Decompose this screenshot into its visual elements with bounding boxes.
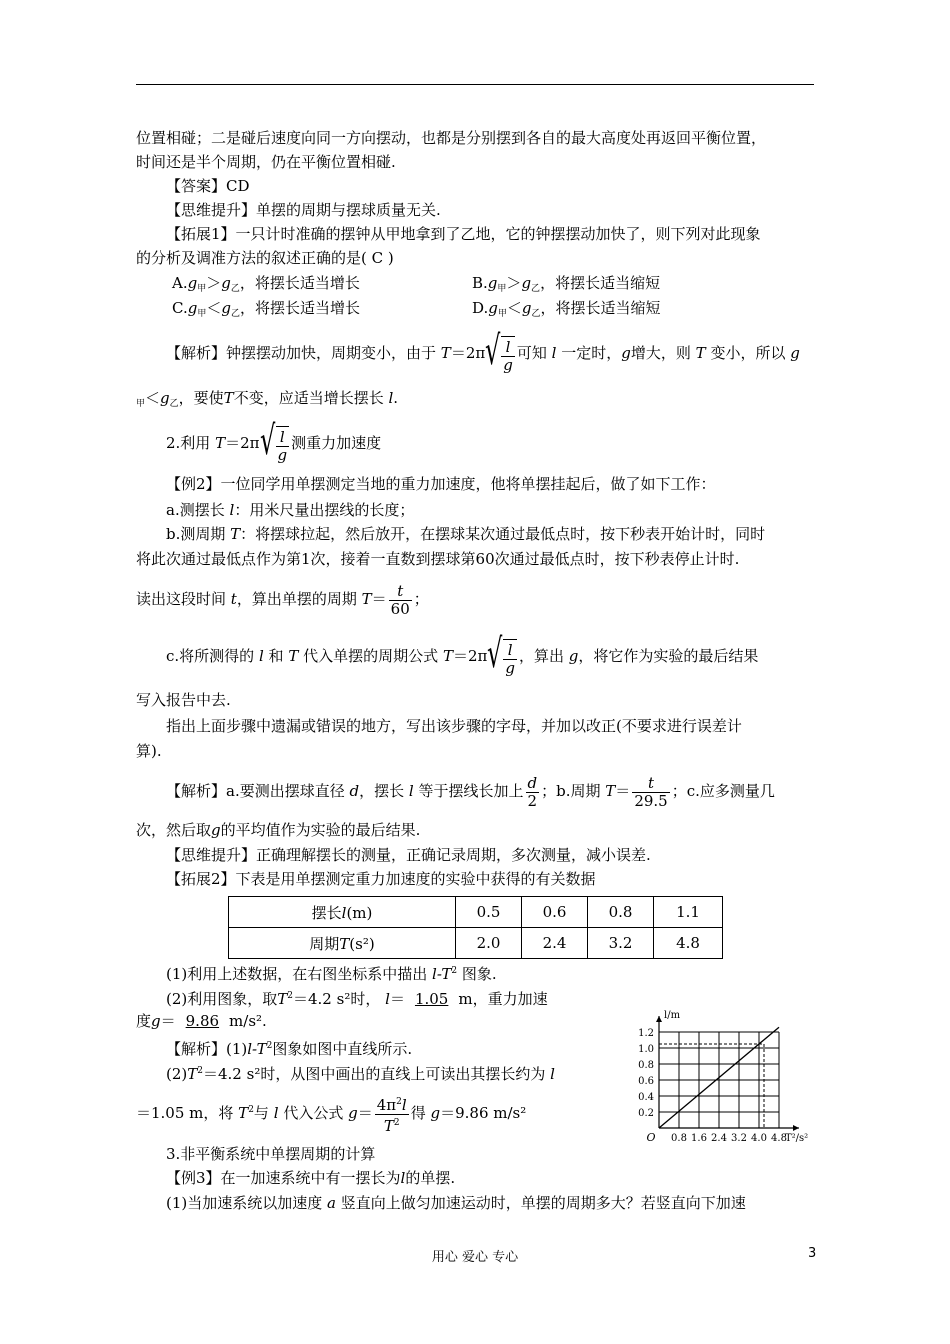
question-cont: 算). [136,742,162,760]
solution-3-cont: $(2)T^2=4.2$ s²时，从图中画出的直线上可读出其摆长约为 l [166,1065,555,1083]
step-b-cont: 将此次通过最低点作为第1次，接着一直数到摆球第60次通过最低点时，按下秒表停止计时. [136,550,740,568]
option-a: $A.g_甲>g_乙$，将摆长适当增长 [172,274,360,294]
solution-3: 【解析】$(1)l-T^2$图象如图中直线所示. [166,1040,413,1058]
table-cell: 周期T(s²) [229,928,456,959]
origin-label: O [646,1131,656,1144]
table-cell: 0.5 [456,897,522,928]
thinking-tip-2: 【思维提升】正确理解摆长的测量，正确记录周期，多次测量，减小误差. [166,846,651,864]
y-tick-label: 1.0 [638,1044,654,1055]
x-tick-label: 3.2 [731,1133,747,1144]
question: 指出上面步骤中遗漏或错误的地方，写出该步骤的字母，并加以改正(不要求进行误差计 [166,717,742,735]
y-tick-label: 0.2 [638,1108,654,1119]
x-axis-label: T²/s² [785,1133,809,1144]
solution-1: 【解析】钟摆摆动加快，周期变小，由于 T＝2π √ $\frac{l}{g}$ 可知 l 一定时，g增大，则 T 变小，所以 g [166,327,800,374]
example-2: 【例2】一位同学用单摆测定当地的重力加速度，他将单摆挂起后，做了如下工作： [166,475,716,493]
question-2: (2)利用图象，取$T^2=4.2$ s²时， l＝ 1.05 m，重力加速 [166,990,548,1008]
text-line: 位置相碰；二是碰后速度向同一方向摆动，也都是分别摆到各自的最大高度处再返回平衡位置， [136,129,767,147]
extension-1-cont: 的分析及调准方法的叙述正确的是( C ) [136,249,394,267]
table-cell: 0.6 [522,897,588,928]
step-b: b.测周期 T：将摆球拉起，然后放开，在摆球某次通过最低点时，按下秒表开始计时，同时 [166,525,766,543]
example-3: 【例3】在一加速系统中有一摆长为l的单摆. [166,1169,456,1187]
table-cell: 摆长l(m) [229,897,456,928]
solution-2: 【解析】a.要测出摆球直径 d，摆长 l 等于摆线长加上 $\frac{d}{2}$ ；b.周期 T＝ $\frac{t}{29.5}$ ；c.应多测量几 [166,773,775,810]
x-tick-label: 4.0 [751,1133,767,1144]
step-c: c.将所测得的 l 和 T 代入单摆的周期公式 T＝2π √ $\frac{l}{g}$ ，算出 g，将它作为实验的最后结果 [166,630,759,677]
x-tick-label: 4.8 [771,1133,787,1144]
y-tick-label: 0.4 [638,1092,654,1103]
x-tick-label: 2.4 [711,1133,727,1144]
question-1: (1)利用上述数据，在右图坐标系中描出 $l-T^2$ 图象. [166,965,497,983]
step-a: a.测摆长 l：用米尺量出摆线的长度； [166,501,415,519]
question-2-cont: 度g＝ 9.86 m/s². [136,1012,267,1030]
section-3-title: 3.非平衡系统中单摆周期的计算 [166,1145,376,1163]
footer-motto: 用心 爱心 专心 [431,1250,519,1265]
table-cell: 0.8 [588,897,654,928]
table-row [229,928,723,959]
step-b-period: 读出这段时间 t，算出单摆的周期 T＝ $\frac{t}{60}$ ； [136,581,429,618]
extension-1: 【拓展1】一只计时准确的摆钟从甲地拿到了乙地，它的钟摆摆动加快了，则下列对此现象 [166,225,761,243]
section-2-title: 2.利用 T＝2π √ $\frac{l}{g}$ 测重力加速度 [166,417,382,464]
solution-2-cont: 次，然后取g的平均值作为实验的最后结果. [136,821,421,839]
thinking-tip: 【思维提升】单摆的周期与摆球质量无关. [166,201,441,219]
header-rule [136,84,814,85]
table-cell: 2.0 [456,928,522,959]
text-line: 时间还是半个周期，仍在平衡位置相碰. [136,153,396,171]
l-t2-chart [626,990,826,1144]
extension-2: 【拓展2】下表是用单摆测定重力加速度的实验中获得的有关数据 [166,870,596,888]
y-axis-arrow [656,1016,662,1022]
solution-3-formula: ＝1.05 m，将 $T^2$与 l 代入公式 g＝ $\frac{4\pi^2l}{T^2}$ 得 g＝9.86 m/s² [136,1095,527,1135]
answer: 【答案】CD [166,177,250,195]
table-cell: 4.8 [654,928,723,959]
table-cell: 3.2 [588,928,654,959]
option-c: $C.g_甲<g_乙$，将摆长适当增长 [172,299,360,319]
step-c-cont: 写入报告中去. [136,691,231,709]
x-tick-label: 0.8 [671,1133,687,1144]
y-tick-label: 0.8 [638,1060,654,1071]
table-row [229,897,723,928]
example-3-question: (1)当加速系统以加速度 a 竖直向上做匀加速运动时，单摆的周期多大？若竖直向下加速 [166,1194,746,1212]
solution-1-cont: $_甲<g_乙$，要使T不变，应适当增长摆长 l. [136,389,399,409]
x-axis-arrow [793,1125,799,1131]
x-tick-label: 1.6 [691,1133,707,1144]
y-tick-label: 1.2 [638,1028,654,1039]
option-b: $B.g_甲>g_乙$，将摆长适当缩短 [472,274,661,294]
table-cell: 1.1 [654,897,723,928]
option-d: $D.g_甲<g_乙$，将摆长适当缩短 [472,299,661,319]
y-axis-label: l/m [664,1010,681,1021]
y-tick-label: 0.6 [638,1076,654,1087]
page-number: 3 [808,1246,817,1261]
data-table [228,896,723,959]
table-cell: 2.4 [522,928,588,959]
